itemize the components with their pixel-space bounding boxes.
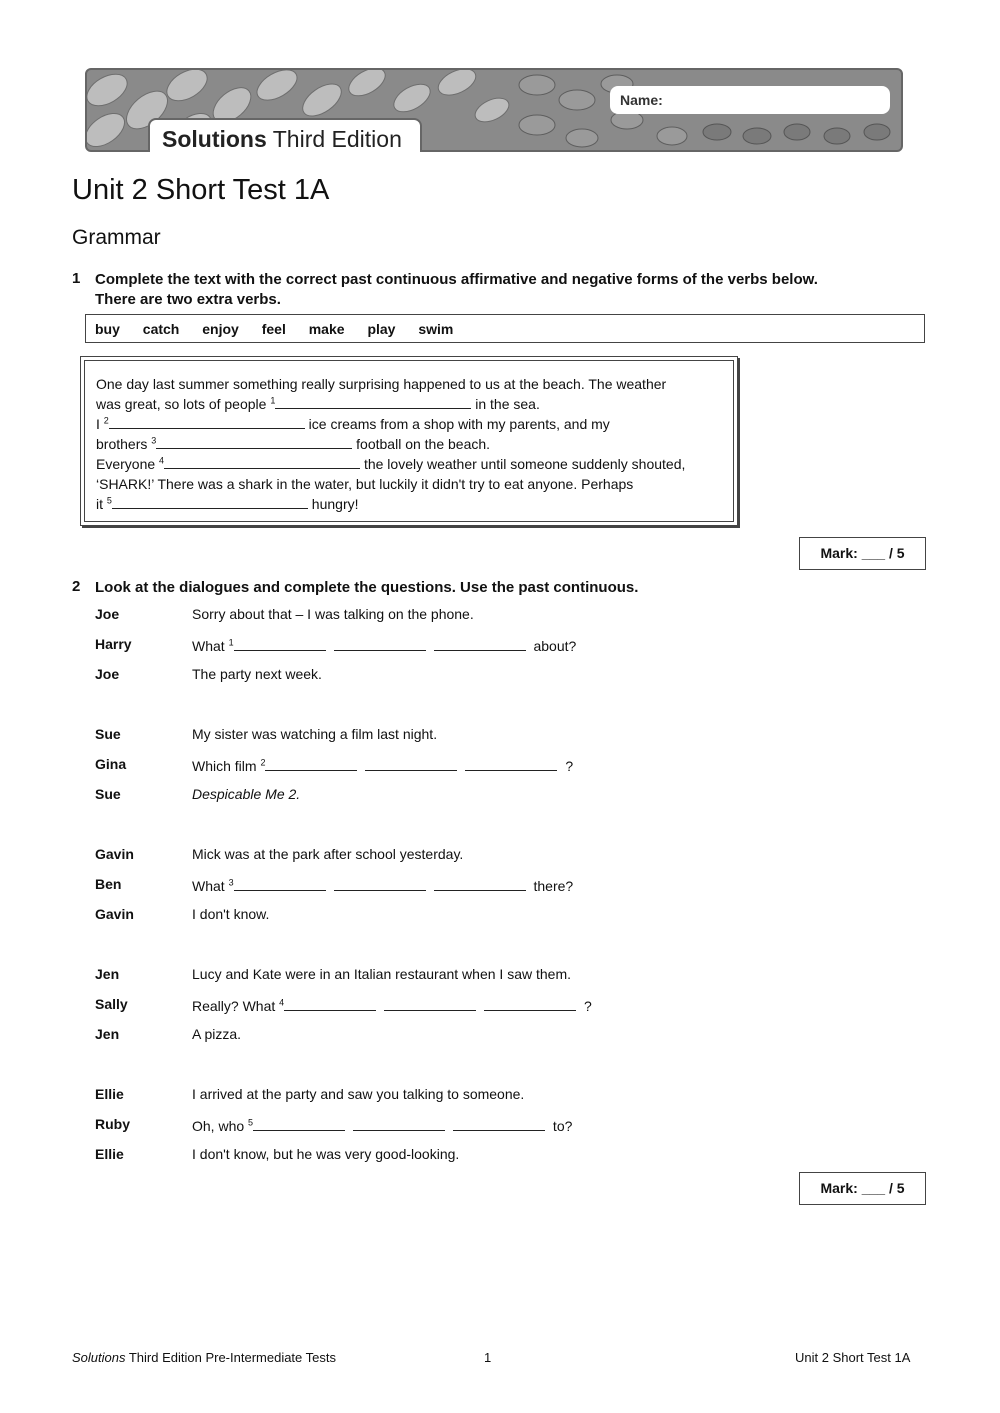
dialogue-text: Despicable Me 2. xyxy=(192,786,301,802)
speaker-name: Ellie xyxy=(95,1086,124,1102)
text-line: Everyone $^4$ the lovely weather until someone suddenly shouted, xyxy=(96,455,686,472)
word-bank-item: buy xyxy=(95,321,120,337)
section-heading: Grammar xyxy=(72,226,161,249)
gap-number: 4 xyxy=(279,997,285,1008)
speaker-name: Joe xyxy=(95,606,120,622)
speaker-name: Jen xyxy=(95,1026,120,1042)
gap-fill-text-box xyxy=(80,356,738,526)
question-line: Really? What $^4$ ? xyxy=(192,997,592,1014)
gap-number: 3 xyxy=(228,877,234,888)
footer-page-number: 1 xyxy=(484,1350,492,1365)
speaker-name: Sally xyxy=(95,996,128,1012)
gap-number: 2 xyxy=(103,415,109,426)
answer-blank[interactable] xyxy=(265,756,357,771)
text-line: brothers $^3$ football on the beach. xyxy=(96,435,491,452)
gap-number: 1 xyxy=(228,637,234,648)
speaker-name: Harry xyxy=(95,636,132,652)
answer-blank-5[interactable] xyxy=(112,494,308,509)
answer-blank[interactable] xyxy=(253,1116,345,1131)
gap-number: 5 xyxy=(106,495,112,506)
answer-blank-2[interactable] xyxy=(109,414,305,429)
dialogue-text: I arrived at the party and saw you talking to someone. xyxy=(192,1086,525,1102)
word-bank-item: catch xyxy=(142,321,180,337)
gap-number: 3 xyxy=(151,435,157,446)
exercise1-instruction-line2: There are two extra verbs. xyxy=(95,291,281,308)
word-bank-item: play xyxy=(367,321,396,337)
speaker-name: Gina xyxy=(95,756,127,772)
question-line: What $^3$ there? xyxy=(192,877,574,894)
name-label: Name: xyxy=(620,92,663,108)
dialogue-text: The party next week. xyxy=(192,666,322,682)
footer-left: Solutions Third Edition Pre-Intermediate Tests xyxy=(72,1350,336,1365)
name-field[interactable] xyxy=(610,86,890,114)
gap-number: 2 xyxy=(260,757,266,768)
answer-blank[interactable] xyxy=(284,996,376,1011)
answer-blank[interactable] xyxy=(334,876,426,891)
word-bank-item: swim xyxy=(418,321,454,337)
answer-blank[interactable] xyxy=(384,996,476,1011)
exercise1-instruction xyxy=(95,270,818,310)
answer-blank[interactable] xyxy=(365,756,457,771)
answer-blank[interactable] xyxy=(434,636,526,651)
answer-blank[interactable] xyxy=(465,756,557,771)
exercise2-number: 2 xyxy=(72,578,81,595)
answer-blank[interactable] xyxy=(353,1116,445,1131)
answer-blank[interactable] xyxy=(234,636,326,651)
text-line: it $^5$ hungry! xyxy=(96,495,359,512)
dialogue-text: Sorry about that – I was talking on the phone. xyxy=(192,606,474,622)
question-line: Which film $^2$ ? xyxy=(192,757,574,774)
speaker-name: Gavin xyxy=(95,846,134,862)
gap-fill-text xyxy=(84,360,734,522)
answer-blank[interactable] xyxy=(334,636,426,651)
speaker-name: Ben xyxy=(95,876,122,892)
answer-blank[interactable] xyxy=(453,1116,545,1131)
dialogue-text: I don't know. xyxy=(192,906,270,922)
dialogue-text: Lucy and Kate were in an Italian restaurant when I saw them. xyxy=(192,966,571,982)
speaker-name: Jen xyxy=(95,966,120,982)
gap-number: 1 xyxy=(270,395,276,406)
footer-right: Unit 2 Short Test 1A xyxy=(795,1350,911,1365)
mark-box-2: Mark: ___ / 5 xyxy=(799,1172,926,1205)
dialogue-text: My sister was watching a film last night. xyxy=(192,726,438,742)
speaker-name: Gavin xyxy=(95,906,134,922)
page-title: Unit 2 Short Test 1A xyxy=(72,174,330,206)
gap-number: 4 xyxy=(159,455,165,466)
answer-blank[interactable] xyxy=(234,876,326,891)
brand-logo xyxy=(148,118,422,152)
question-line: Oh, who $^5$ to? xyxy=(192,1117,573,1134)
word-bank-item: enjoy xyxy=(202,321,239,337)
mark-box-1: Mark: ___ / 5 xyxy=(799,537,926,570)
text-line: I $^2$ ice creams from a shop with my parents, and my xyxy=(96,415,610,432)
text-line: ‘SHARK!’ There was a shark in the water, but luckily it didn't try to eat anyone. Perhaps xyxy=(96,476,634,492)
speaker-name: Ellie xyxy=(95,1146,124,1162)
speaker-name: Joe xyxy=(95,666,120,682)
word-bank-item: feel xyxy=(261,321,286,337)
gap-number: 5 xyxy=(248,1117,254,1128)
answer-blank[interactable] xyxy=(434,876,526,891)
speaker-name: Ruby xyxy=(95,1116,130,1132)
dialogue-text: A pizza. xyxy=(192,1026,242,1042)
answer-blank-3[interactable] xyxy=(156,434,352,449)
text-line: One day last summer something really surprising happened to us at the beach. The weather xyxy=(96,376,667,392)
answer-blank-4[interactable] xyxy=(164,454,360,469)
exercise1-number: 1 xyxy=(72,270,81,287)
exercise1-instruction-line1: Complete the text with the correct past continuous affirmative and negative forms of the verbs below. xyxy=(95,271,818,288)
dialogue-text: I don't know, but he was very good-looking. xyxy=(192,1146,460,1162)
answer-blank-1[interactable] xyxy=(275,394,471,409)
dialogue-text: Mick was at the park after school yesterday. xyxy=(192,846,464,862)
text-line: was great, so lots of people $^1$ in the sea. xyxy=(96,395,540,412)
word-bank-item: make xyxy=(308,321,345,337)
brand-rest: Third Edition xyxy=(266,126,402,152)
brand-bold: Solutions xyxy=(162,126,267,152)
question-line: What $^1$ about? xyxy=(192,637,577,654)
speaker-name: Sue xyxy=(95,786,121,802)
speaker-name: Sue xyxy=(95,726,121,742)
exercise2-instruction: Look at the dialogues and complete the questions. Use the past continuous. xyxy=(95,579,639,596)
word-bank xyxy=(85,314,925,343)
answer-blank[interactable] xyxy=(484,996,576,1011)
